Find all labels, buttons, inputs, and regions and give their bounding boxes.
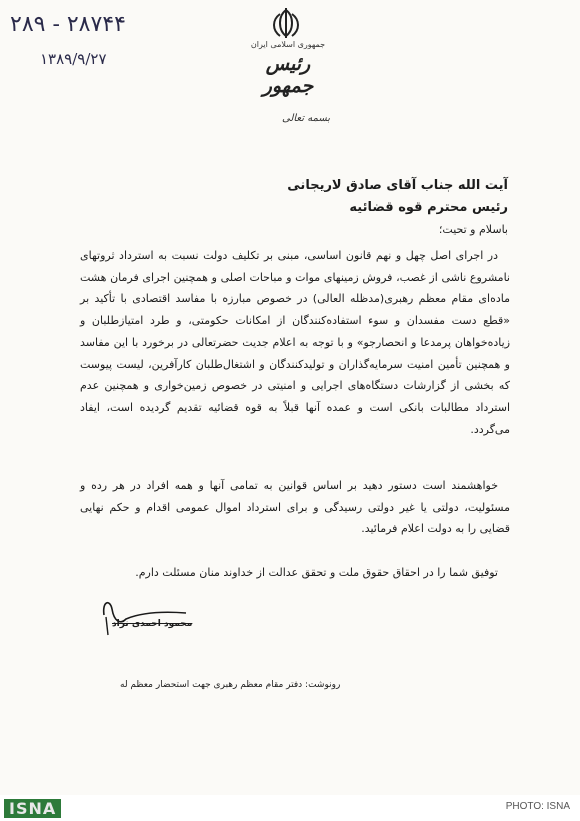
recipient-position: رئیس محترم قوه قضائیه: [349, 200, 508, 215]
presidency-subtitle: جمهوری اسلامی ایران: [250, 40, 326, 49]
photo-footer: [0, 795, 580, 821]
handwritten-date: ۱۳۸۹/۹/۲۷: [40, 50, 107, 68]
isna-logo: ISNA: [4, 799, 61, 818]
handwritten-number: ۲۸۹ - ۲۸۷۴۴: [10, 12, 126, 37]
carbon-copy-line: رونوشت: دفتر مقام معظم رهبری جهت استحضار معظم له: [120, 680, 341, 690]
body-paragraph-2: خواهشمند است دستور دهید بر اساس قوانین به تمامی آنها و همه افراد در هر رده و مسئولیت، دولتی یا غیر دولتی رسیدگی و برای استرداد اموال عمومی اقدام و حکم نهایی قضایی را به دولت اعلام فرمائید.: [80, 479, 510, 536]
recipient-name: آیت الله جناب آقای صادق لاریجانی: [287, 178, 508, 193]
signer-name: محمود احمدی نژاد: [112, 619, 193, 629]
photo-credit: PHOTO: ISNA: [505, 801, 570, 812]
body-paragraph-1: در اجرای اصل چهل و نهم قانون اساسی، مبنی بر تکلیف دولت نسبت به استرداد ثروتهای نامشروع ناشی از غصب، فروش زمینهای موات و مباحات اصلی و همچنین اجرای فرمان هشت ماده‌ای مقام معظم رهبری(مدظله العالی) در خصوص مبارزه با مفاسد اقتصادی با تأکید بر «قطع دست مفسدان و سوء استفاده‌کنندگان از امکانات حکومتی، و طرد امتیازطلبان و زیاده‌خواهان پرمدعا و انحصارجو» و با توجه به اعلام جدیت حضرتعالی در برخورد با این مفاسد و همچنین تأمین امنیت سرمایه‌گذاران و تولیدکنندگان و اشتغال‌طلبان کارآفرین، لیست پیوست که بخشی از گزارشات دستگاه‌های اجرایی و امنیتی در خصوص زمین‌خواری و همچنین عدم استرداد مطالبات بانکی است و عمده آنها قبلاً به قوه قضائیه تقدیم گردیده است، ایفاد می‌گردد.: [80, 249, 510, 436]
presidency-title: رئیس جمهور: [262, 53, 314, 97]
bismillah: بسمه تعالی: [282, 113, 331, 124]
body-paragraph-3: توفیق شما را در احقاق حقوق ملت و تحقق عدالت از خداوند منان مسئلت دارم.: [135, 566, 498, 579]
greeting: باسلام و تحیت؛: [438, 223, 508, 236]
presidency-letterhead: [248, 40, 328, 97]
iran-emblem-icon: [268, 6, 304, 40]
signature-scribble: [100, 595, 193, 640]
